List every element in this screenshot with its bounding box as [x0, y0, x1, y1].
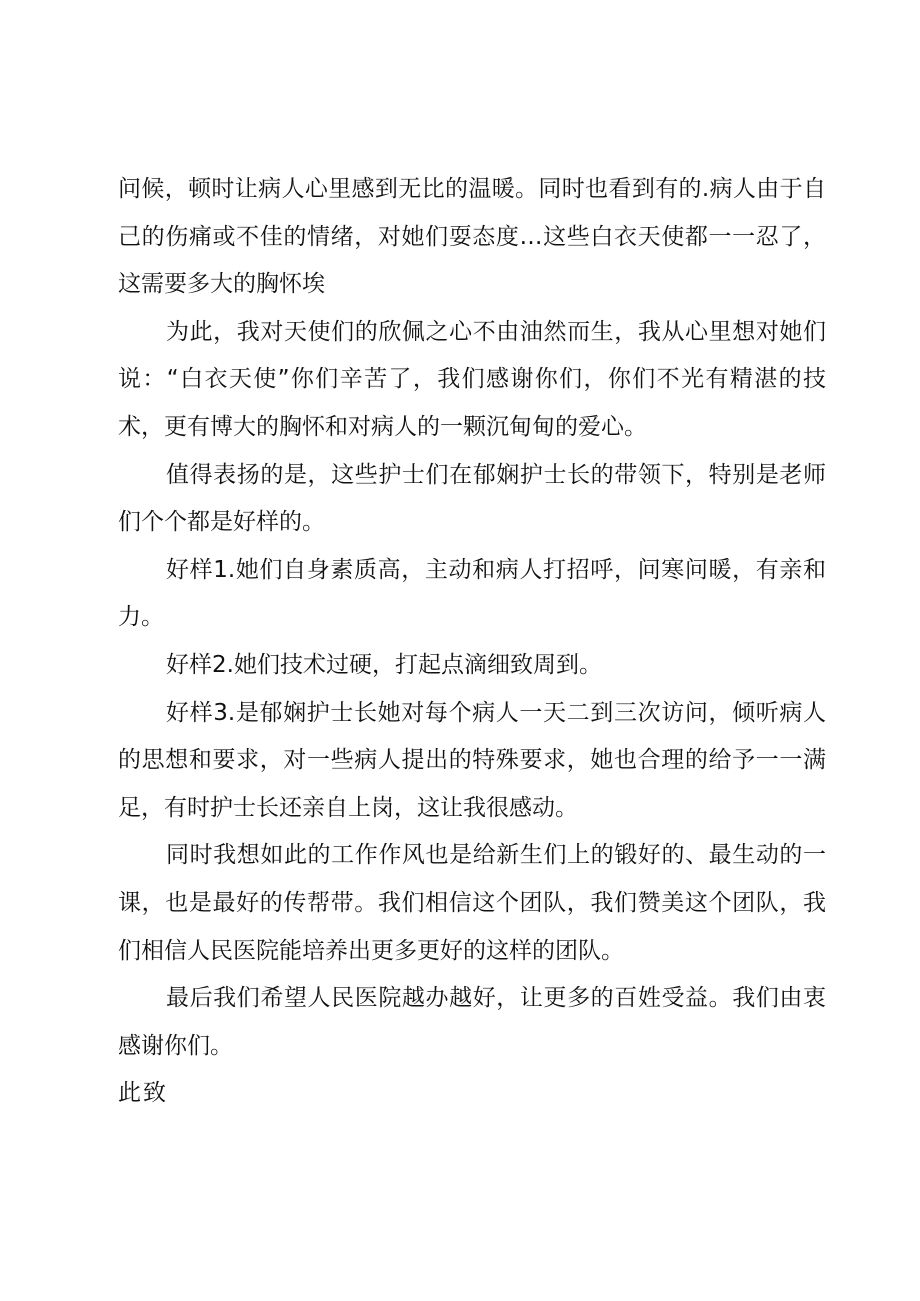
- paragraph-8: 最后我们希望人民医院越办越好，让更多的百姓受益。我们由衷感谢你们。: [118, 985, 826, 1059]
- paragraph-2: 为此，我对天使们的欣佩之心不由油然而生，我从心里想对她们说：“白衣天使”你们辛苦了，我们感谢你们，你们不光有精湛的技术，更有博大的胸怀和对病人的一颗沉甸甸的爱心。: [118, 318, 826, 440]
- paragraph-1: 问候，顿时让病人心里感到无比的温暖。同时也看到有的.病人由于自己的伤痛或不佳的情绪，对她们耍态度…这些白衣天使都一一忍了，这需要多大的胸怀埃: [118, 176, 826, 298]
- closing-salutation: 此致: [118, 1080, 168, 1107]
- letter-body: [118, 166, 826, 1118]
- paragraph-5: 好样2.她们技术过硬，打起点滴细致周到。: [166, 651, 602, 678]
- paragraph-4: 好样1.她们自身素质高，主动和病人打招呼，问寒问暖，有亲和力。: [118, 556, 826, 631]
- paragraph-7: 同时我想如此的工作作风也是给新生们上的锻好的、最生动的一课，也是最好的传帮带。我们相信这个团队，我们赞美这个团队，我们相信人民医院能培养出更多更好的这样的团队。: [118, 842, 826, 964]
- paragraph-6: 好样3.是郁娴护士长她对每个病人一天二到三次访问，倾听病人的思想和要求，对一些病人提出的特殊要求，她也合理的给予一一满足，有时护士长还亲自上岗，这让我很感动。: [118, 699, 826, 821]
- paragraph-3: 值得表扬的是，这些护士们在郁娴护士长的带领下，特别是老师们个个都是好样的。: [118, 461, 826, 536]
